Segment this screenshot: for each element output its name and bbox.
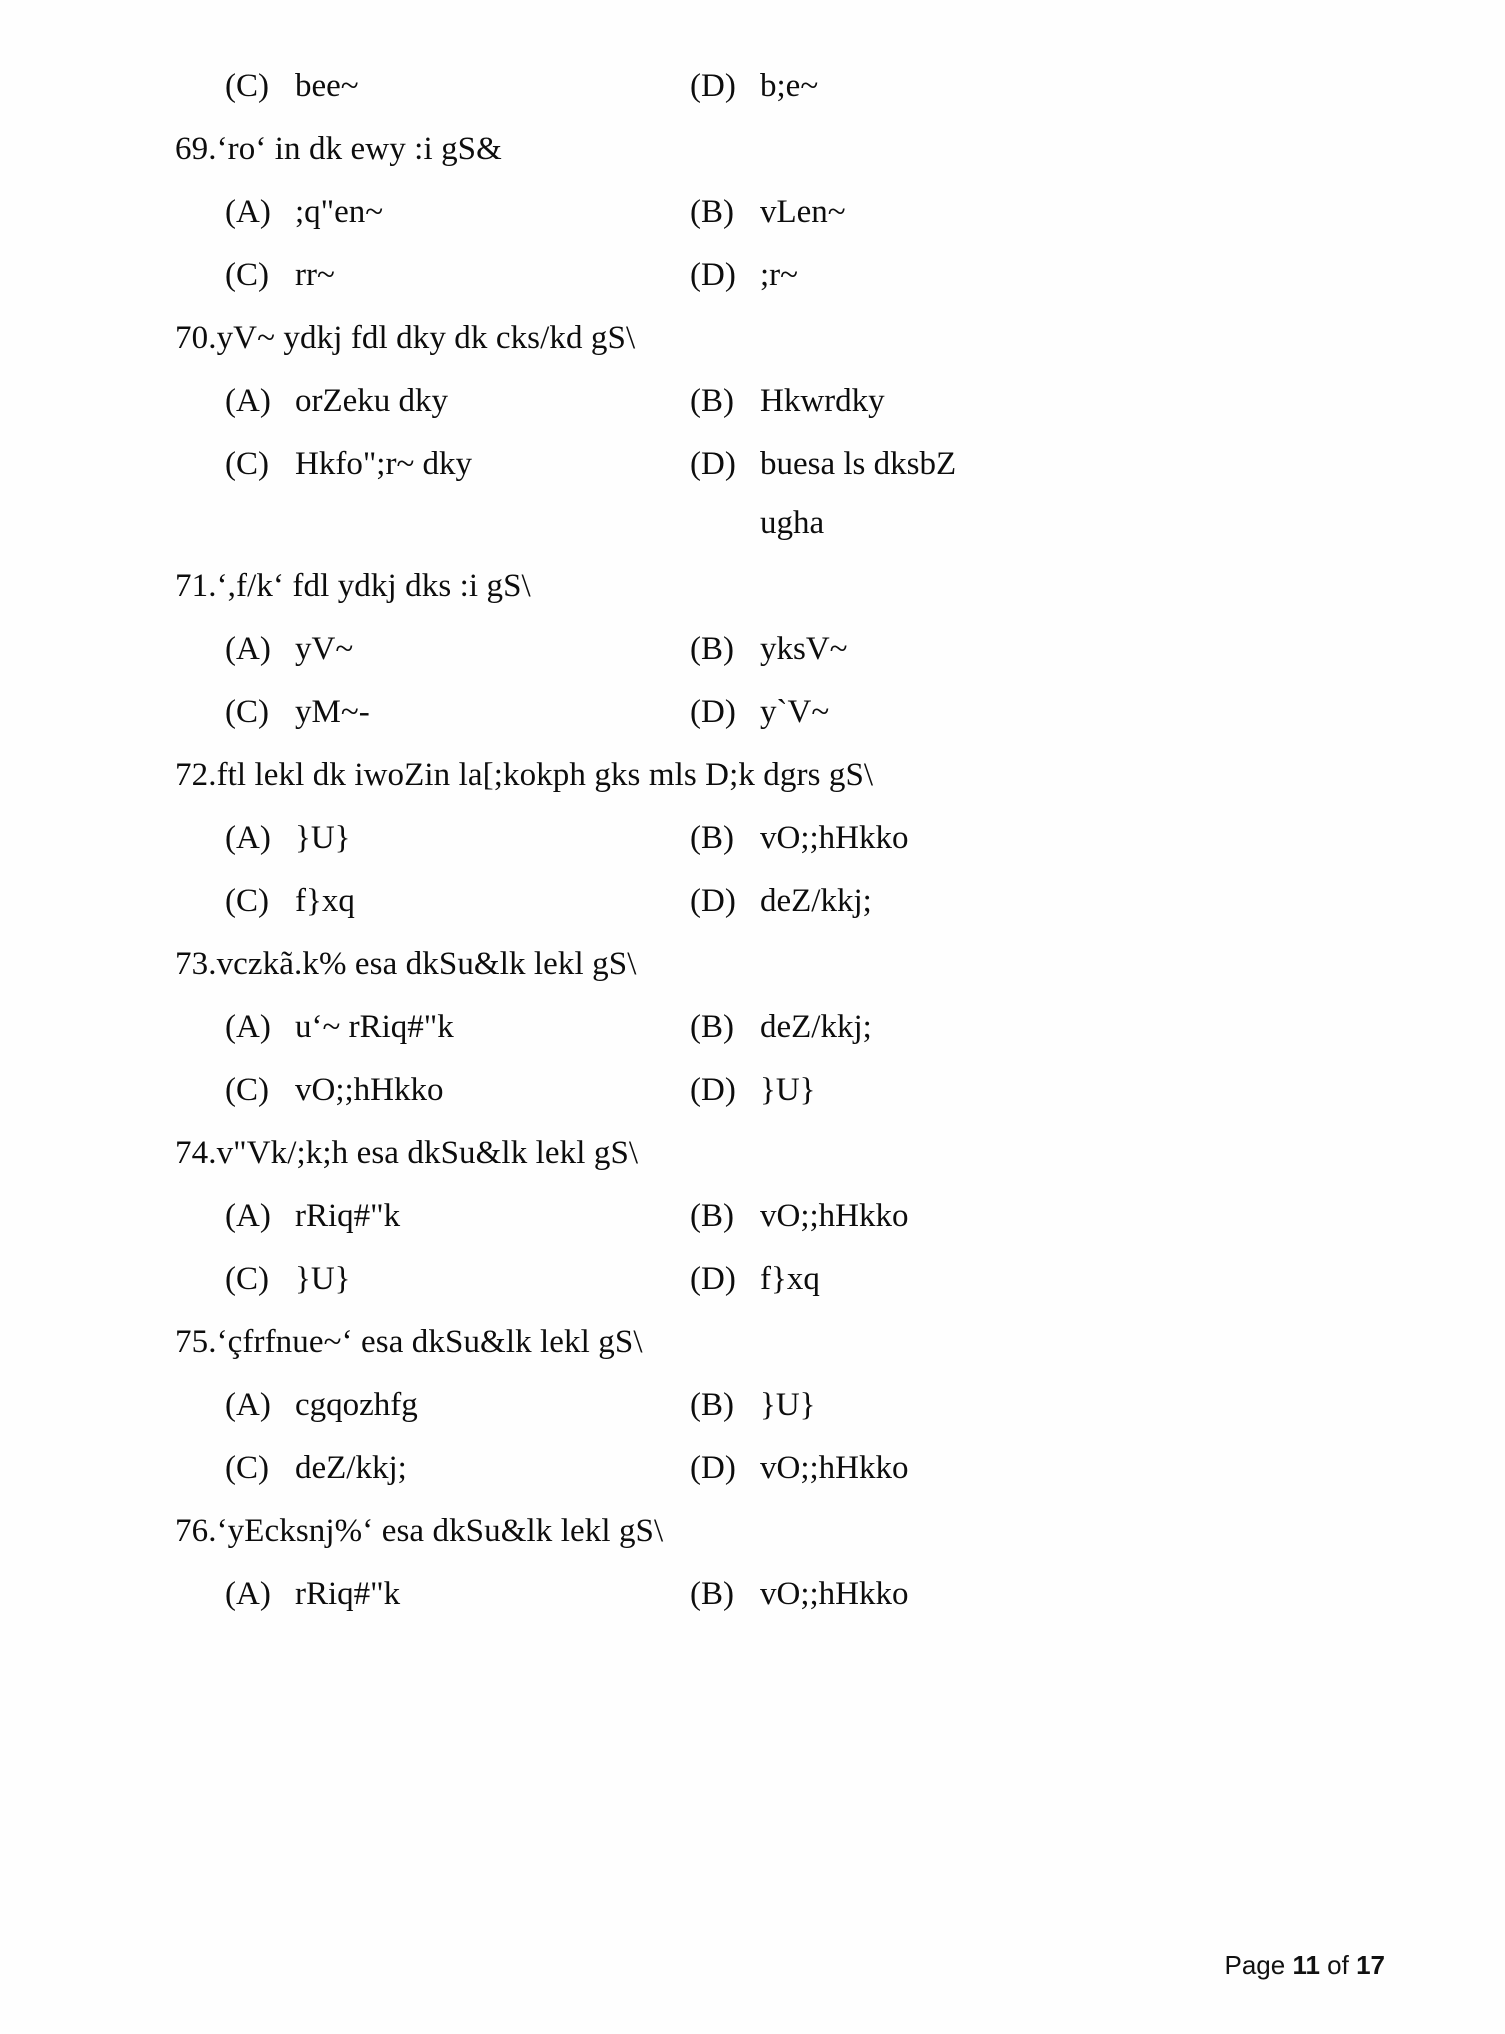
option-text: yM~- [295,694,370,730]
option-left[interactable] [225,633,690,666]
option-left[interactable] [225,1074,690,1107]
option-label: (B) [690,1576,734,1612]
option-right[interactable] [690,1389,1305,1422]
option-label: (A) [225,194,271,230]
option-label: (C) [225,883,269,919]
option-row [225,196,1305,229]
option-row [225,1389,1305,1422]
option-row [225,448,1305,481]
option-right[interactable] [690,633,1305,666]
question-row [175,948,1305,981]
option-text: }U} [760,1072,816,1108]
option-left[interactable] [225,1200,690,1233]
option-row [225,1452,1305,1485]
option-label: (A) [225,1198,271,1234]
option-label: (B) [690,194,734,230]
option-label: (C) [225,68,269,104]
option-text: yksV~ [760,631,848,667]
option-label: (A) [225,1387,271,1423]
option-row [225,385,1305,418]
option-label: (D) [690,1450,736,1486]
option-left[interactable] [225,1578,690,1611]
option-label: (D) [690,446,736,482]
footer-separator: of [1319,1950,1357,1980]
option-text: vO;;hHkko [295,1072,444,1108]
option-row [225,70,1305,103]
option-label: (B) [690,383,734,419]
option-left[interactable] [225,1389,690,1422]
option-text: vLen~ [760,194,846,230]
option-label: (B) [690,820,734,856]
question-row [175,1515,1305,1548]
question-number: 72. [175,757,217,793]
option-text: buesa ls dksbZ [760,446,957,482]
question-text: ʻyEcksnj%ʻ esa dkSu&lk lekl gS\ [216,1513,664,1549]
option-label: (A) [225,383,271,419]
question-text: v"Vk/;k;h esa dkSu&lk lekl gS\ [216,1135,639,1171]
question-row [175,570,1305,603]
option-continuation-text: ugha [760,505,825,541]
option-label: (D) [690,883,736,919]
option-text: uʻ~ rRiq#"k [295,1009,454,1045]
question-row [175,1137,1305,1170]
option-label: (A) [225,1576,271,1612]
option-text: f}xq [760,1261,820,1297]
option-row [225,696,1305,729]
option-label: (D) [690,257,736,293]
option-right[interactable] [690,385,1305,418]
option-right[interactable] [690,70,1305,103]
option-row [225,633,1305,666]
footer-prefix: Page [1224,1950,1293,1980]
option-text: ;r~ [760,257,799,293]
question-text: ftl lekl dk iwoZin la[;kokph gks mls D;k dgrs gS\ [216,757,874,793]
option-text: bee~ [295,68,359,104]
footer-total-pages: 17 [1356,1950,1385,1980]
question-list [175,40,1305,1612]
option-left[interactable] [225,385,690,418]
option-text: rr~ [295,257,335,293]
option-row [225,259,1305,292]
question-number: 69. [175,131,217,167]
question-number: 76. [175,1513,217,1549]
option-label: (C) [225,1072,269,1108]
option-left[interactable] [225,259,690,292]
question-row [175,1326,1305,1359]
option-label: (C) [225,1261,269,1297]
option-left[interactable] [225,448,690,481]
option-text: f}xq [295,883,355,919]
option-row [225,1200,1305,1233]
option-text: deZ/kkj; [760,1009,872,1045]
option-label: (D) [690,1072,736,1108]
option-left[interactable] [225,1263,690,1296]
option-label: (B) [690,1198,734,1234]
question-number: 74. [175,1135,217,1171]
option-right[interactable] [690,885,1305,918]
option-wrapped-line [225,507,1305,540]
option-right[interactable] [690,196,1305,229]
option-text: Hkwrdky [760,383,885,419]
option-right[interactable] [690,259,1305,292]
question-row [175,759,1305,792]
option-row [225,1074,1305,1107]
option-label: (B) [690,631,734,667]
option-text: vO;;hHkko [760,1198,909,1234]
question-number: 70. [175,320,217,356]
option-left[interactable] [225,70,690,103]
option-label: (D) [690,1261,736,1297]
option-right[interactable] [690,1074,1305,1107]
option-label: (D) [690,694,736,730]
wrap-spacer [225,507,690,540]
option-row [225,885,1305,918]
option-text: Hkfo";r~ dky [295,446,473,482]
option-label: (D) [690,68,736,104]
question-number: 75. [175,1324,217,1360]
option-right[interactable] [690,1200,1305,1233]
question-row [175,322,1305,355]
option-label: (C) [225,694,269,730]
option-text: deZ/kkj; [295,1450,407,1486]
question-text: yV~ ydkj fdl dky dk cks/kd gS\ [216,320,636,356]
option-text: vO;;hHkko [760,820,909,856]
option-text: vO;;hHkko [760,1576,909,1612]
option-left[interactable] [225,1011,690,1044]
option-label: (A) [225,631,271,667]
option-text: orZeku dky [295,383,449,419]
option-right[interactable] [690,1011,1305,1044]
option-label: (A) [225,820,271,856]
footer-current-page: 11 [1292,1950,1320,1980]
option-label: (A) [225,1009,271,1045]
option-row [225,1578,1305,1611]
option-right[interactable] [690,1452,1305,1485]
option-row [225,822,1305,855]
option-label: (B) [690,1387,734,1423]
option-left[interactable] [225,196,690,229]
question-number: 71. [175,568,217,604]
option-left[interactable] [225,696,690,729]
option-text: deZ/kkj; [760,883,872,919]
question-text: ʻ,f/kʻ fdl ydkj dks :i gS\ [216,568,531,604]
option-left[interactable] [225,1452,690,1485]
option-text: cgqozhfg [295,1387,418,1423]
option-right[interactable] [690,1263,1305,1296]
option-text: ;q"en~ [295,194,384,230]
question-text: ʻçfrfnue~ʻ esa dkSu&lk lekl gS\ [216,1324,643,1360]
option-right[interactable] [690,448,1305,481]
option-text: vO;;hHkko [760,1450,909,1486]
question-row [175,133,1305,166]
option-text: yV~ [295,631,354,667]
question-text: ʻroʻ in dk ewy :i gS& [216,131,502,167]
option-text: y`V~ [760,694,830,730]
option-label: (C) [225,257,269,293]
option-left[interactable] [225,885,690,918]
option-row [225,1263,1305,1296]
option-text: }U} [295,820,351,856]
option-text: rRiq#"k [295,1198,401,1234]
option-label: (C) [225,1450,269,1486]
option-left[interactable] [225,822,690,855]
question-number: 73. [175,946,217,982]
option-right[interactable] [690,1578,1305,1611]
option-text: rRiq#"k [295,1576,401,1612]
question-text: vczkã.k% esa dkSu&lk lekl gS\ [216,946,637,982]
option-label: (C) [225,446,269,482]
page-footer [1196,1919,1385,2012]
option-label: (B) [690,1009,734,1045]
option-right[interactable] [690,696,1305,729]
option-text: }U} [295,1261,351,1297]
option-text: b;e~ [760,68,819,104]
option-text: }U} [760,1387,816,1423]
option-right[interactable] [690,822,1305,855]
option-row [225,1011,1305,1044]
